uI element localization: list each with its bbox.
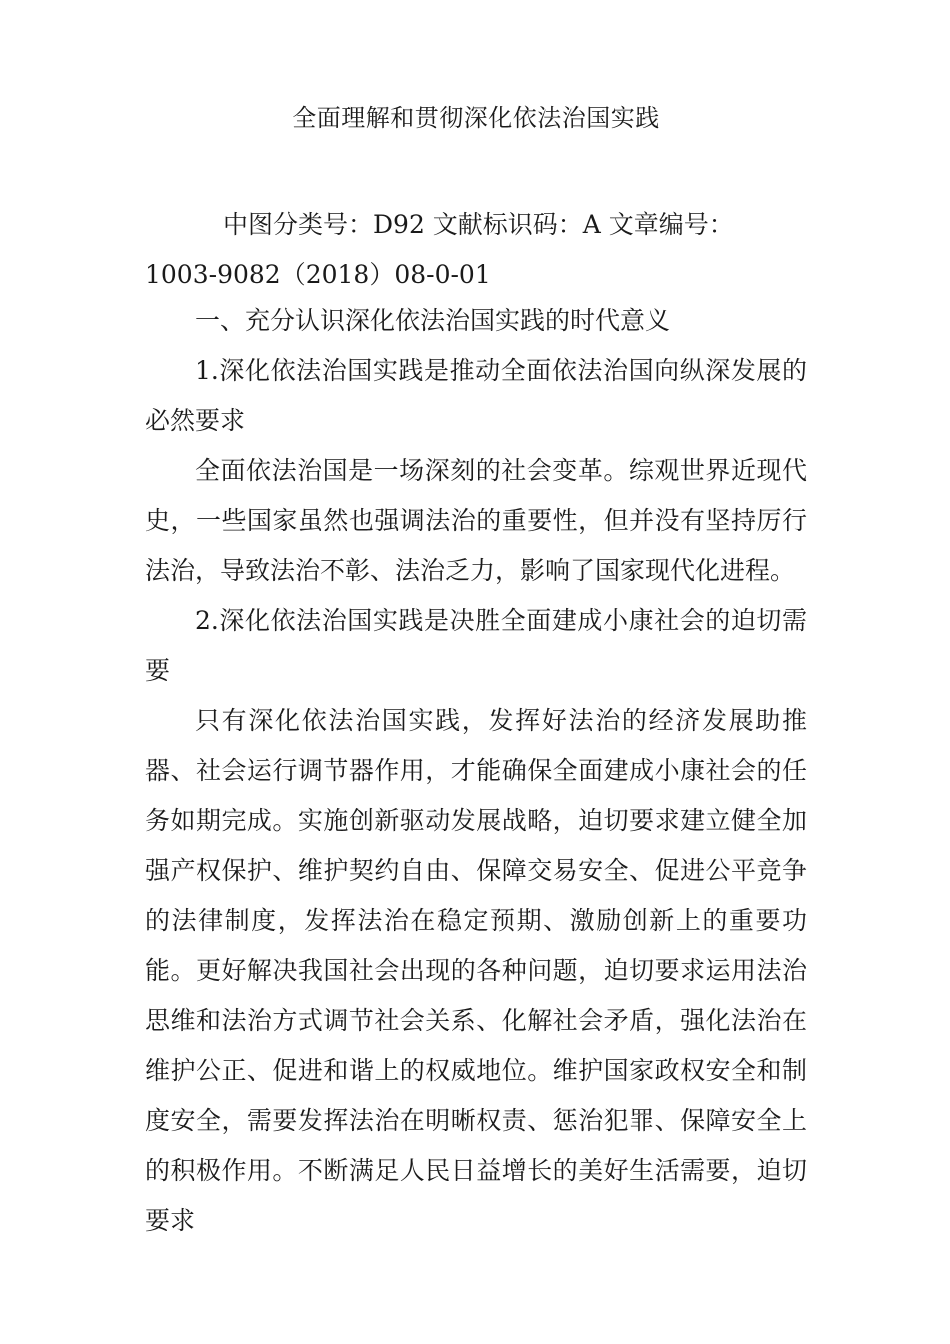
section-heading: 一、充分认识深化依法治国实践的时代意义 (195, 306, 671, 335)
document-title: 全面理解和贯彻深化依法治国实践 (292, 104, 660, 132)
subsection-heading-2: 2.深化依法治国实践是决胜全面建成小康社会的迫切需要 (145, 606, 807, 685)
body-paragraph-2: 只有深化依法治国实践，发挥好法治的经济发展助推器、社会运行调节器作用，才能确保全面建成小康社会的任务如期完成。实施创新驱动发展战略，迫切要求建立健全加强产权保护、维护契约自由、保障交易安全、促进公平竞争的法律制度，发挥法治在稳定预期、激励创新上的重要功能。更好解决我国社会出现的各种问题，迫切要求运用法治思维和法治方式调节社会关系、化解社会矛盾，强化法治在维护公正、促进和谐上的权威地位。维护国家政权安全和制度安全，需要发挥法治在明晰权责、惩治犯罪、保障安全上的积极作用。不断满足人民日益增长的美好生活需要，迫切要求 (145, 706, 807, 1235)
subsection-heading-1: 1.深化依法治国实践是推动全面依法治国向纵深发展的必然要求 (145, 356, 807, 435)
body-paragraph-1: 全面依法治国是一场深刻的社会变革。综观世界近现代史，一些国家虽然也强调法治的重要性，但并没有坚持厉行法治，导致法治不彰、法治乏力，影响了国家现代化进程。 (145, 456, 807, 585)
classification-line-1: 中图分类号：D92 文献标识码：A 文章编号： (223, 210, 734, 239)
classification-line-2: 1003-9082（2018）08-0-01 (145, 260, 491, 289)
document-body (145, 296, 807, 1246)
classification-block (145, 200, 807, 300)
